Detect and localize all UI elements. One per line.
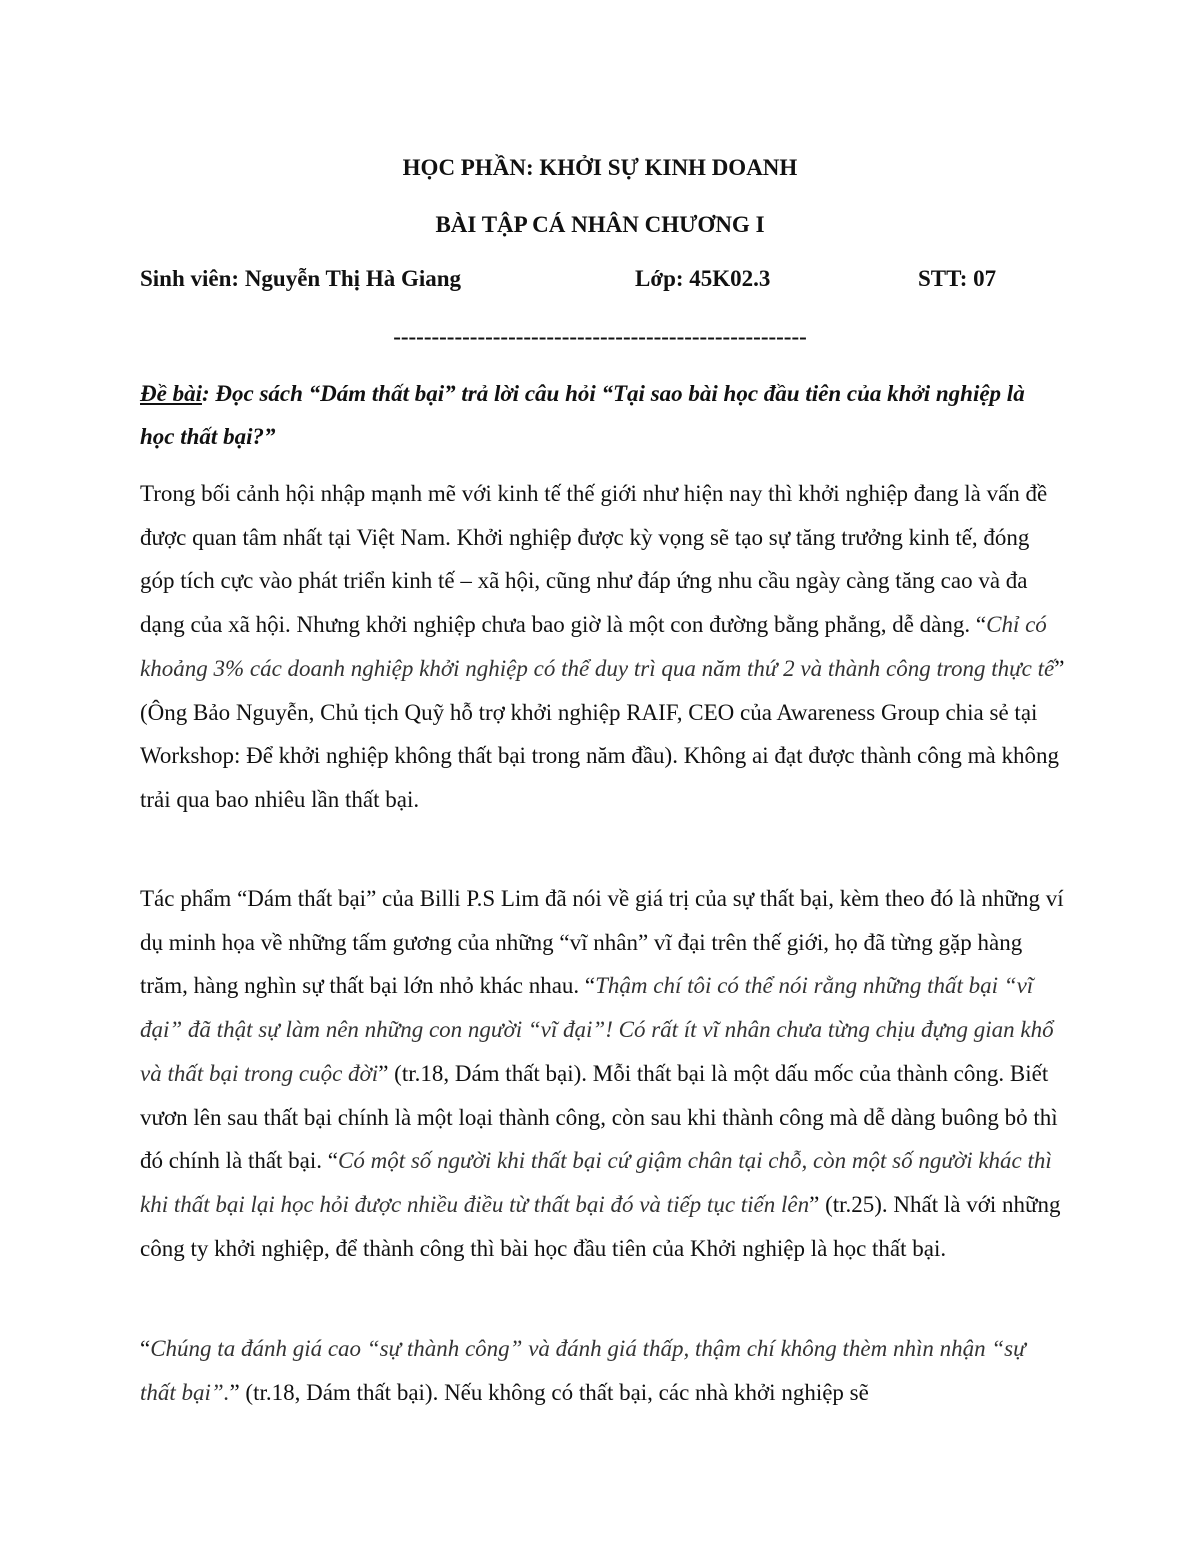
paragraph-text: Tác phẩm “Dám thất bại” của Billi P.S Lim đã nói về giá trị của sự thất bại, kèm theo đó là những ví dụ minh họa về những tấm gương của những “vĩ nhân” vĩ đại trên thế giới, họ đã từng gặp hàng trăm, hàng nghìn sự thất bại lớn nhỏ khác nhau. “: [140, 886, 1064, 999]
paragraph-text: Trong bối cảnh hội nhập mạnh mẽ với kinh tế thế giới như hiện nay thì khởi nghiệp đang là vấn đề được quan tâm nhất tại Việt Nam. Khởi nghiệp được kỳ vọng sẽ tạo sự tăng trưởng kinh tế, đóng góp tích cực vào phát triển kinh tế – xã hội, cũng như đáp ứng nhu cầu ngày càng tăng cao và đa dạng của xã hội. Nhưng khởi nghiệp chưa bao giờ là một con đường bằng phẳng, dễ dàng. “: [140, 481, 1048, 638]
prompt-label: Đề bài: [140, 381, 202, 406]
paragraph-text: ” (Ông Bảo Nguyễn, Chủ tịch Quỹ hỗ trợ khởi nghiệp RAIF, CEO của Awareness Group chia sẻ tại Workshop: Để khởi nghiệp không thất bại trong năm đầu). Không ai đạt được thành công mà không trải qua bao nhiêu lần thất bại.: [140, 655, 1065, 812]
class-label: Lớp: 45K02.3: [635, 266, 771, 291]
paragraph-text: “: [140, 1336, 151, 1361]
assignment-title: BÀI TẬP CÁ NHÂN CHƯƠNG I: [435, 212, 765, 237]
student-number: STT: 07: [918, 266, 997, 291]
quote-text: Chỉ có khoảng 3% các doanh nghiệp khởi nghiệp có thể duy trì qua năm thứ 2 và thành công trong thực tế: [140, 612, 1055, 681]
paragraph-text: ” (tr.18, Dám thất bại). Mỗi thất bại là một dấu mốc của thành công. Biết vươn lên sau thất bại chính là một loại thành công, còn sau khi thành công mà dễ dàng buông bỏ thì đó chính là thất bại. “: [140, 1060, 1058, 1174]
quote-text: Có một số người khi thất bại cứ giậm chân tại chỗ, còn một số người khác thì khi thất bại lại học hỏi được nhiều điều từ thất bại đó và tiếp tục tiến lên: [140, 1148, 1052, 1217]
paragraph-2: [140, 877, 1065, 1270]
divider-line: ------------------------------------------------------: [393, 324, 807, 349]
quote-text: Chúng ta đánh giá cao “sự thành công” và đánh giá thấp, thậm chí không thèm nhìn nhận “sự thất bại”.: [140, 1336, 1026, 1405]
quote-text: Thậm chí tôi có thể nói rằng những thất bại “vĩ đại” đã thật sự làm nên những con người “vĩ đại”! Có rất ít vĩ nhân chưa từng chịu đựng gian khổ và thất bại trong cuộc đời: [140, 973, 1054, 1086]
paragraph-3: [140, 1327, 1065, 1414]
course-title: HỌC PHẦN: KHỞI SỰ KINH DOANH: [402, 155, 798, 180]
student-name: Sinh viên: Nguyễn Thị Hà Giang: [140, 266, 462, 291]
prompt-text: : Đọc sách “Dám thất bại” trả lời câu hỏi “Tại sao bài học đầu tiên của khởi nghiệp là học thất bại?”: [140, 381, 1025, 449]
assignment-prompt: [140, 372, 1060, 458]
paragraph-text: ” (tr.18, Dám thất bại). Nếu không có thất bại, các nhà khởi nghiệp sẽ: [229, 1379, 869, 1405]
paragraph-text: ” (tr.25). Nhất là với những công ty khởi nghiệp, để thành công thì bài học đầu tiên của Khởi nghiệp là học thất bại.: [140, 1191, 1061, 1261]
paragraph-1: [140, 472, 1065, 822]
